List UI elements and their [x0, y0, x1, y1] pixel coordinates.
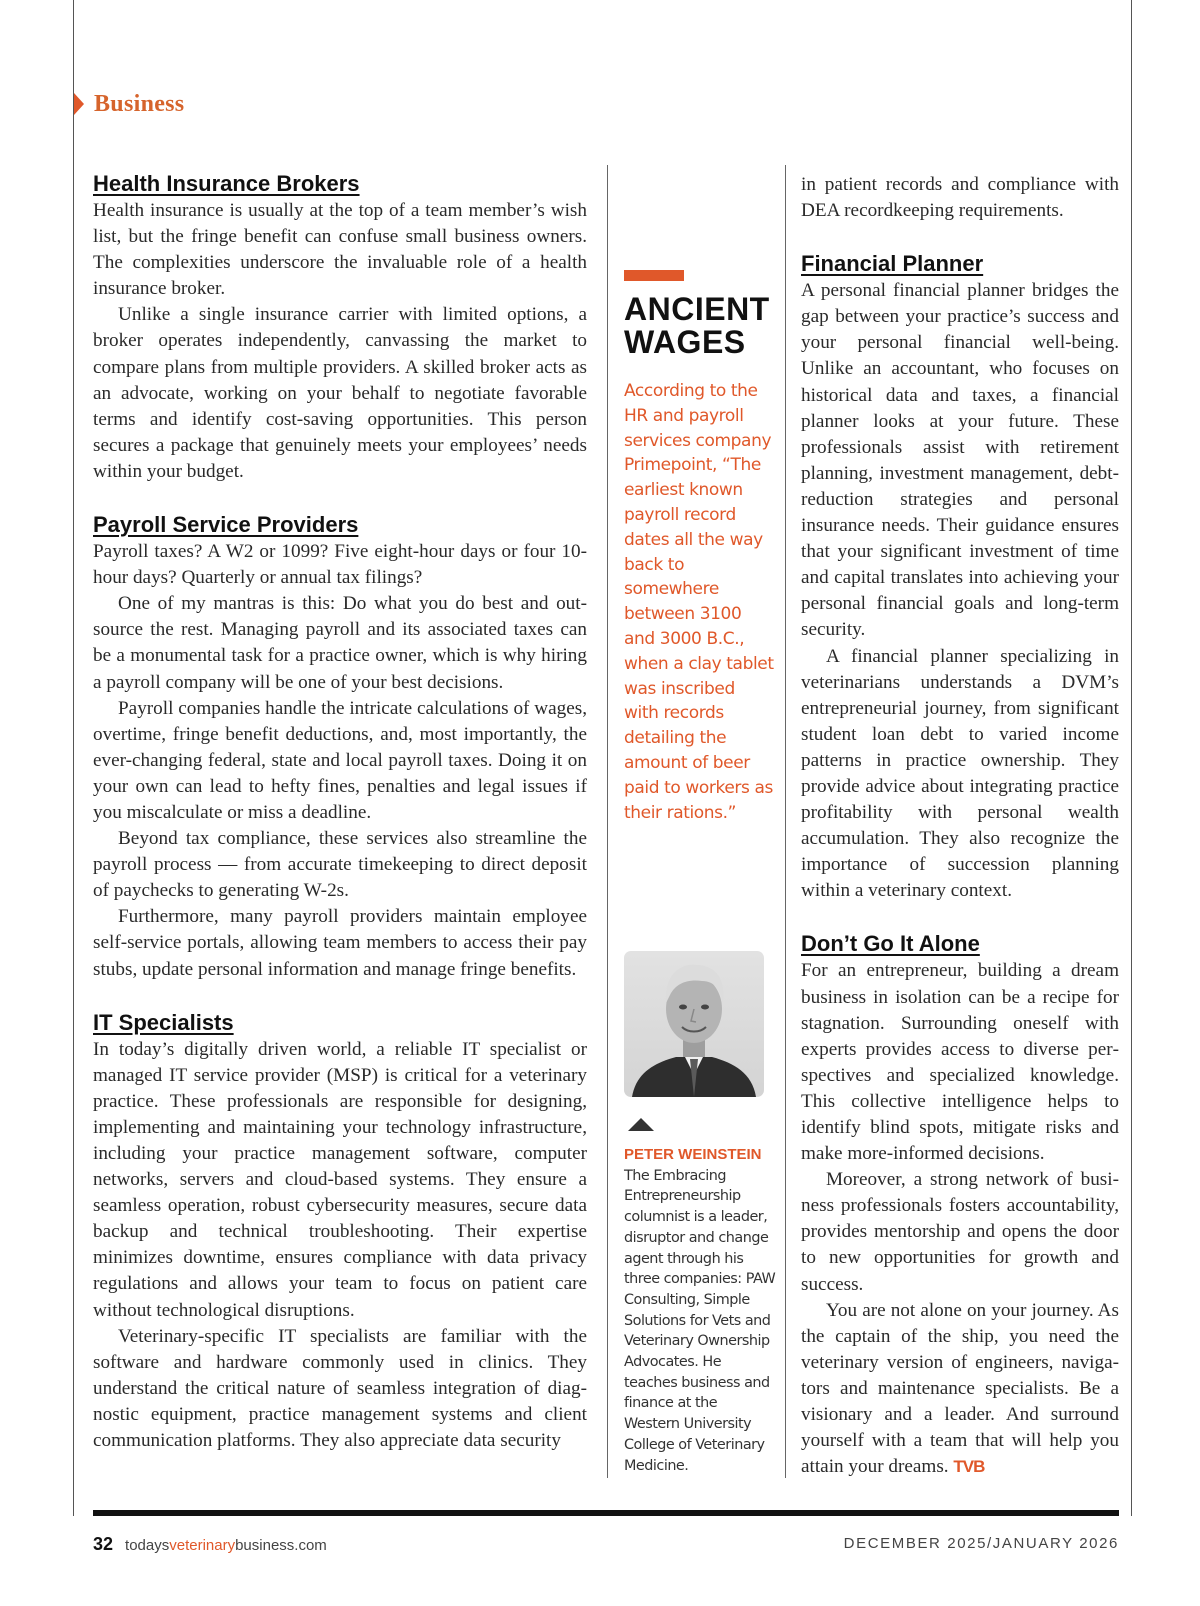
issue-date: DECEMBER 2025/JANUARY 2026 [843, 1535, 1119, 1552]
footer-rule [93, 1510, 1119, 1516]
section-label [74, 88, 184, 120]
last-paragraph-text: You are not alone on your journey. As the captain of the ship, you need the veterinary version of engineers, navigators and maintenance specialists. Be a visionary and a leader. And surround yourself with a team that will help you attain your dreams. [801, 1299, 1119, 1478]
body-paragraph [801, 1298, 1119, 1481]
triangle-pointer-icon [628, 1118, 654, 1131]
author-bio [624, 1145, 776, 1476]
body-paragraph: Health insurance is usually at the top of a team member’s wish list, but the fringe benefit can confuse small business owners. The complexities underscore the invaluable role of a health insurance broker. [93, 200, 587, 300]
sidebar-title [624, 293, 774, 359]
body-paragraph: Veterinary-specific IT specialists are familiar with the software and hardware commonly used in clinics. They understand the critical nature of seamless integration of diagnostic equipment, practice management systems and client communication platforms. They also appreciate data security [93, 1325, 587, 1452]
section-heading: Payroll Service Providers [93, 512, 359, 538]
site-accent: veterinary [169, 1537, 236, 1554]
body-paragraph: Furthermore, many payroll providers maintain employee self-service portals, allowing team members to access their pay stubs, update personal information and manage fringe benefits. [93, 906, 587, 980]
paragraph-gap [801, 224, 1119, 250]
sidebar-title-line1: ANCIENT [624, 291, 770, 327]
paragraph-gap [801, 904, 1119, 930]
right-article-column [801, 172, 1119, 1480]
body-paragraph: For an entrepreneur, building a dream business in isolation can be a recipe for stagnation. Surrounding oneself with experts provides access to diverse perspectives and specialized knowledge. This collective intelligence helps to identify blind spots, mitigate risks and make more-informed decisions. [801, 960, 1119, 1165]
sidebar-ancient-wages [624, 270, 774, 825]
section-heading: Financial Planner [801, 251, 984, 277]
author-name: PETER WEINSTEIN [624, 1146, 762, 1163]
body-paragraph: A personal financial planner bridges the gap between your practice’s success and your personal financial well-being. Unlike an accountant, who focuses on historical data and taxes, a financial planner looks at your future. These professionals assist with retirement planning, investment management, debt-reduction strategies and personal insurance needs. Their guidance ensures that your significant investment of time and capital translates into achieving your personal financial goals and long-term security. [801, 280, 1119, 641]
section-arrow-icon [74, 93, 84, 115]
author-photo [624, 951, 764, 1097]
sidebar-accent-bar [624, 270, 684, 281]
page-number: 32 [93, 1534, 114, 1554]
author-bio-text: The Embracing Entrepreneurship columnist is a leader, disruptor and change agent through his three companies: PAW Consulting, Simple Solutions for Vets and Veterinary Ownership Advocates. He teaches business and finance at the Western University College of Veterinary Medicine. [624, 1167, 776, 1474]
paragraph-gap [93, 983, 587, 1009]
site-suffix: business.com [235, 1537, 327, 1554]
section-heading: Health Insurance Brokers [93, 171, 360, 196]
section-heading: IT Specialists [93, 1009, 234, 1035]
body-paragraph: in patient records and compliance with DEA recordkeeping requirements. [801, 174, 1119, 222]
column-divider-right [785, 165, 786, 1478]
body-paragraph: Moreover, a strong network of business professionals fosters accountability, provides mentorship and opens the door to new opportunities for growth and success. [801, 1169, 1119, 1295]
sidebar-quote: According to the HR and payroll services company Primepoint, “The earliest known payroll record dates all the way back to somewhere between 3100 and 3000 B.C., when a clay tablet was inscribed with records detailing the amount of beer paid to workers as their rations.” [624, 381, 774, 823]
sidebar-title-line2: WAGES [624, 324, 746, 360]
left-article-column [93, 170, 587, 1454]
page-border-left [73, 0, 74, 1516]
body-paragraph: Unlike a single insurance carrier with limited options, a broker operates independently, canvassing the market to compare plans from multiple providers. A skilled broker acts as an advocate, working on your behalf to negotiate favorable terms and identify cost-saving opportunities. This person secures a package that genuinely meets your employees’ needs within your budget. [93, 304, 587, 482]
end-mark-logo: TVB [953, 1457, 985, 1477]
footer-left [93, 1534, 327, 1555]
section-heading: Don’t Go It Alone [801, 931, 980, 957]
site-url [125, 1537, 327, 1554]
body-paragraph: One of my mantras is this: Do what you do best and outsource the rest. Managing payroll and its associated taxes can be a monumental task for a practice owner, which is why hiring a payroll company will be one of your best decisions. [93, 593, 587, 693]
paragraph-gap [93, 485, 587, 511]
section-title: Business [94, 90, 185, 117]
author-portrait-icon [624, 951, 764, 1097]
page-border-right [1131, 0, 1132, 1516]
body-paragraph: In today’s digitally driven world, a reliable IT specialist or managed IT service provider (MSP) is critical for a veterinary practice. These professionals are responsible for designing, implementing and maintaining your technology infrastructure, including your practice management software, computer networks, servers and cloud-based systems. They ensure a seamless operation, robust cybersecurity measures, secure data backup and technical troubleshooting. Their expertise minimizes downtime, ensures compliance with data privacy regulations and allows your team to focus on patient care without technological disruptions. [93, 1038, 587, 1321]
body-paragraph: Payroll taxes? A W2 or 1099? Five eight-hour days or four 10-hour days? Quarterly or annual tax filings? [93, 541, 587, 589]
body-paragraph: Beyond tax compliance, these services also streamline the payroll process — from accurate timekeeping to direct deposit of paychecks to generating W-2s. [93, 828, 587, 902]
column-divider-left [607, 165, 608, 1478]
body-paragraph: A financial planner specializing in veterinarians understands a DVM’s entrepreneurial journey, from significant student loan debt to varied income patterns in practice ownership. They provide advice about integrating practice profitability with personal wealth accumulation. They also recognize the importance of succession planning within a veterinary context. [801, 645, 1119, 902]
body-paragraph: Payroll companies handle the intricate calculations of wages, overtime, fringe benefit deductions, and, most importantly, the ever-changing federal, state and local payroll taxes. Doing it on your own can lead to hefty fines, penalties and legal issues if you miscalculate or miss a deadline. [93, 697, 587, 823]
site-prefix: todays [125, 1537, 170, 1554]
